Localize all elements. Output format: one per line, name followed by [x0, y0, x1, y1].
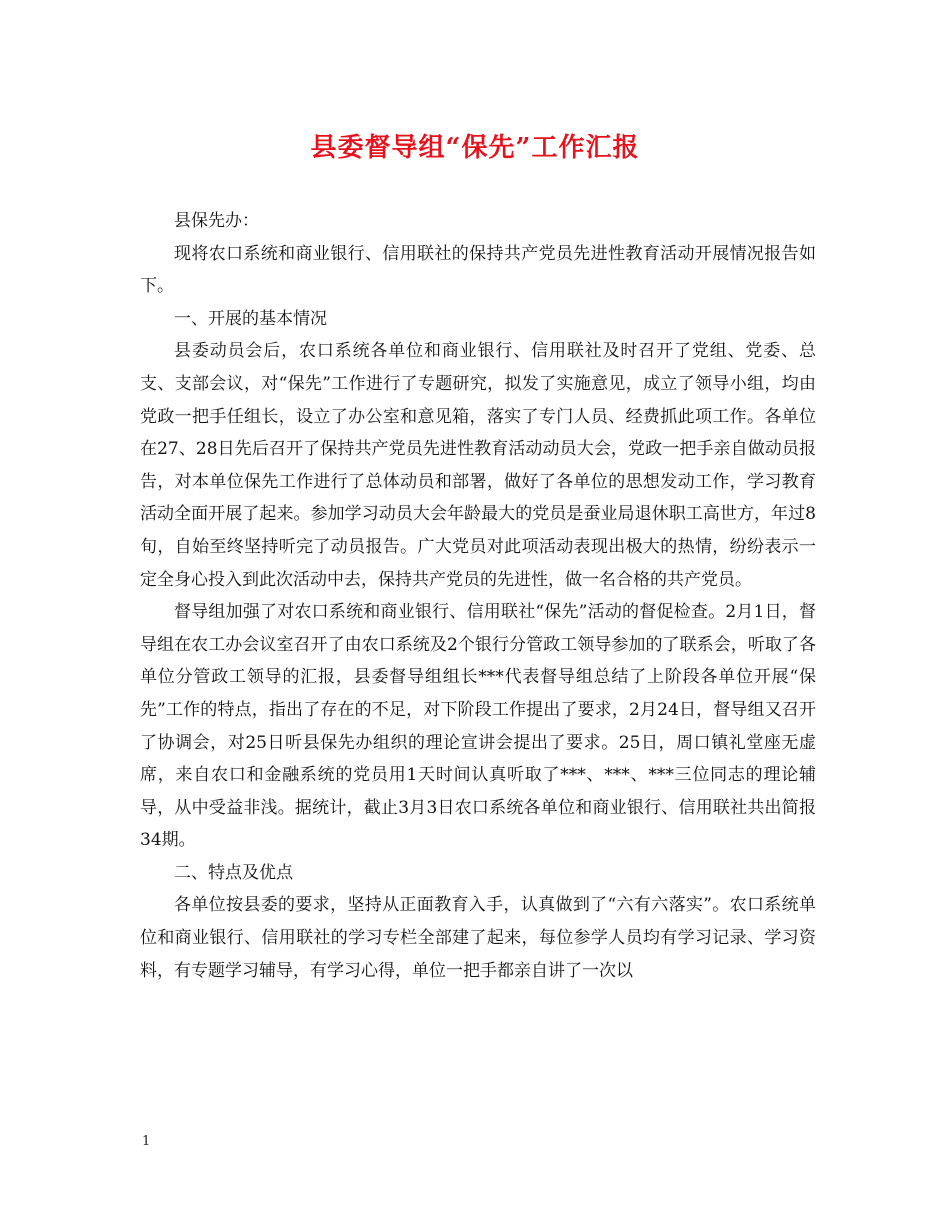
- section-heading-1: 一、开展的基本情况: [174, 308, 327, 329]
- body-paragraph: 督导组加强了对农口系统和商业银行、信用联社“保先”活动的督促检查。2月1日，督导组在农工办会议室召开了由农口系统及2个银行分管政工领导参加的了联系会，听取了各单位分管政工领导的汇报，县委督导组组长***代表督导组总结了上阶段各单位开展“保先”工作的特点，指出了存在的不足，对下阶段工作提出了要求，2月24日，督导组又召开了协调会，对25日听县保先办组织的理论宣讲会提出了要求。25日，周口镇礼堂座无虚席，来自农口和金融系统的党员用1天时间认真听取了***、***、***三位同志的理论辅导，从中受益非浅。据统计，截止3月3日农口系统各单位和商业银行、信用联社共出简报34期。: [140, 602, 816, 851]
- document-title: 县委督导组“保先”工作汇报: [310, 133, 640, 163]
- section-heading-2: 二、特点及优点: [174, 862, 293, 883]
- intro-paragraph: 现将农口系统和商业银行、信用联社的保持共产党员先进性教育活动开展情况报告如下。: [140, 243, 816, 297]
- page-number: 1: [142, 1134, 151, 1149]
- body-paragraph: 各单位按县委的要求，坚持从正面教育入手，认真做到了“六有六落实”。农口系统单位和商业银行、信用联社的学习专栏全部建了起来，每位参学人员均有学习记录、学习资料，有专题学习辅导，有学习心得，单位一把手都亲自讲了一次以: [140, 895, 816, 981]
- document-body: [140, 205, 816, 987]
- salutation: 县保先办：: [174, 211, 259, 231]
- body-paragraph: 县委动员会后，农口系统各单位和商业银行、信用联社及时召开了党组、党委、总支、支部会议，对“保先”工作进行了专题研究，拟发了实施意见，成立了领导小组，均由党政一把手任组长，设立了办公室和意见箱，落实了专门人员、经费抓此项工作。各单位在27、28日先后召开了保持共产党员先进性教育活动动员大会，党政一把手亲自做动员报告，对本单位保先工作进行了总体动员和部署，做好了各单位的思想发动工作，学习教育活动全面开展了起来。参加学习动员大会年龄最大的党员是蚕业局退休职工高世方，年过8旬，自始至终坚持听完了动员报告。广大党员对此项活动表现出极大的热情，纷纷表示一定全身心投入到此次活动中去，保持共产党员的先进性，做一名合格的共产党员。: [140, 341, 816, 590]
